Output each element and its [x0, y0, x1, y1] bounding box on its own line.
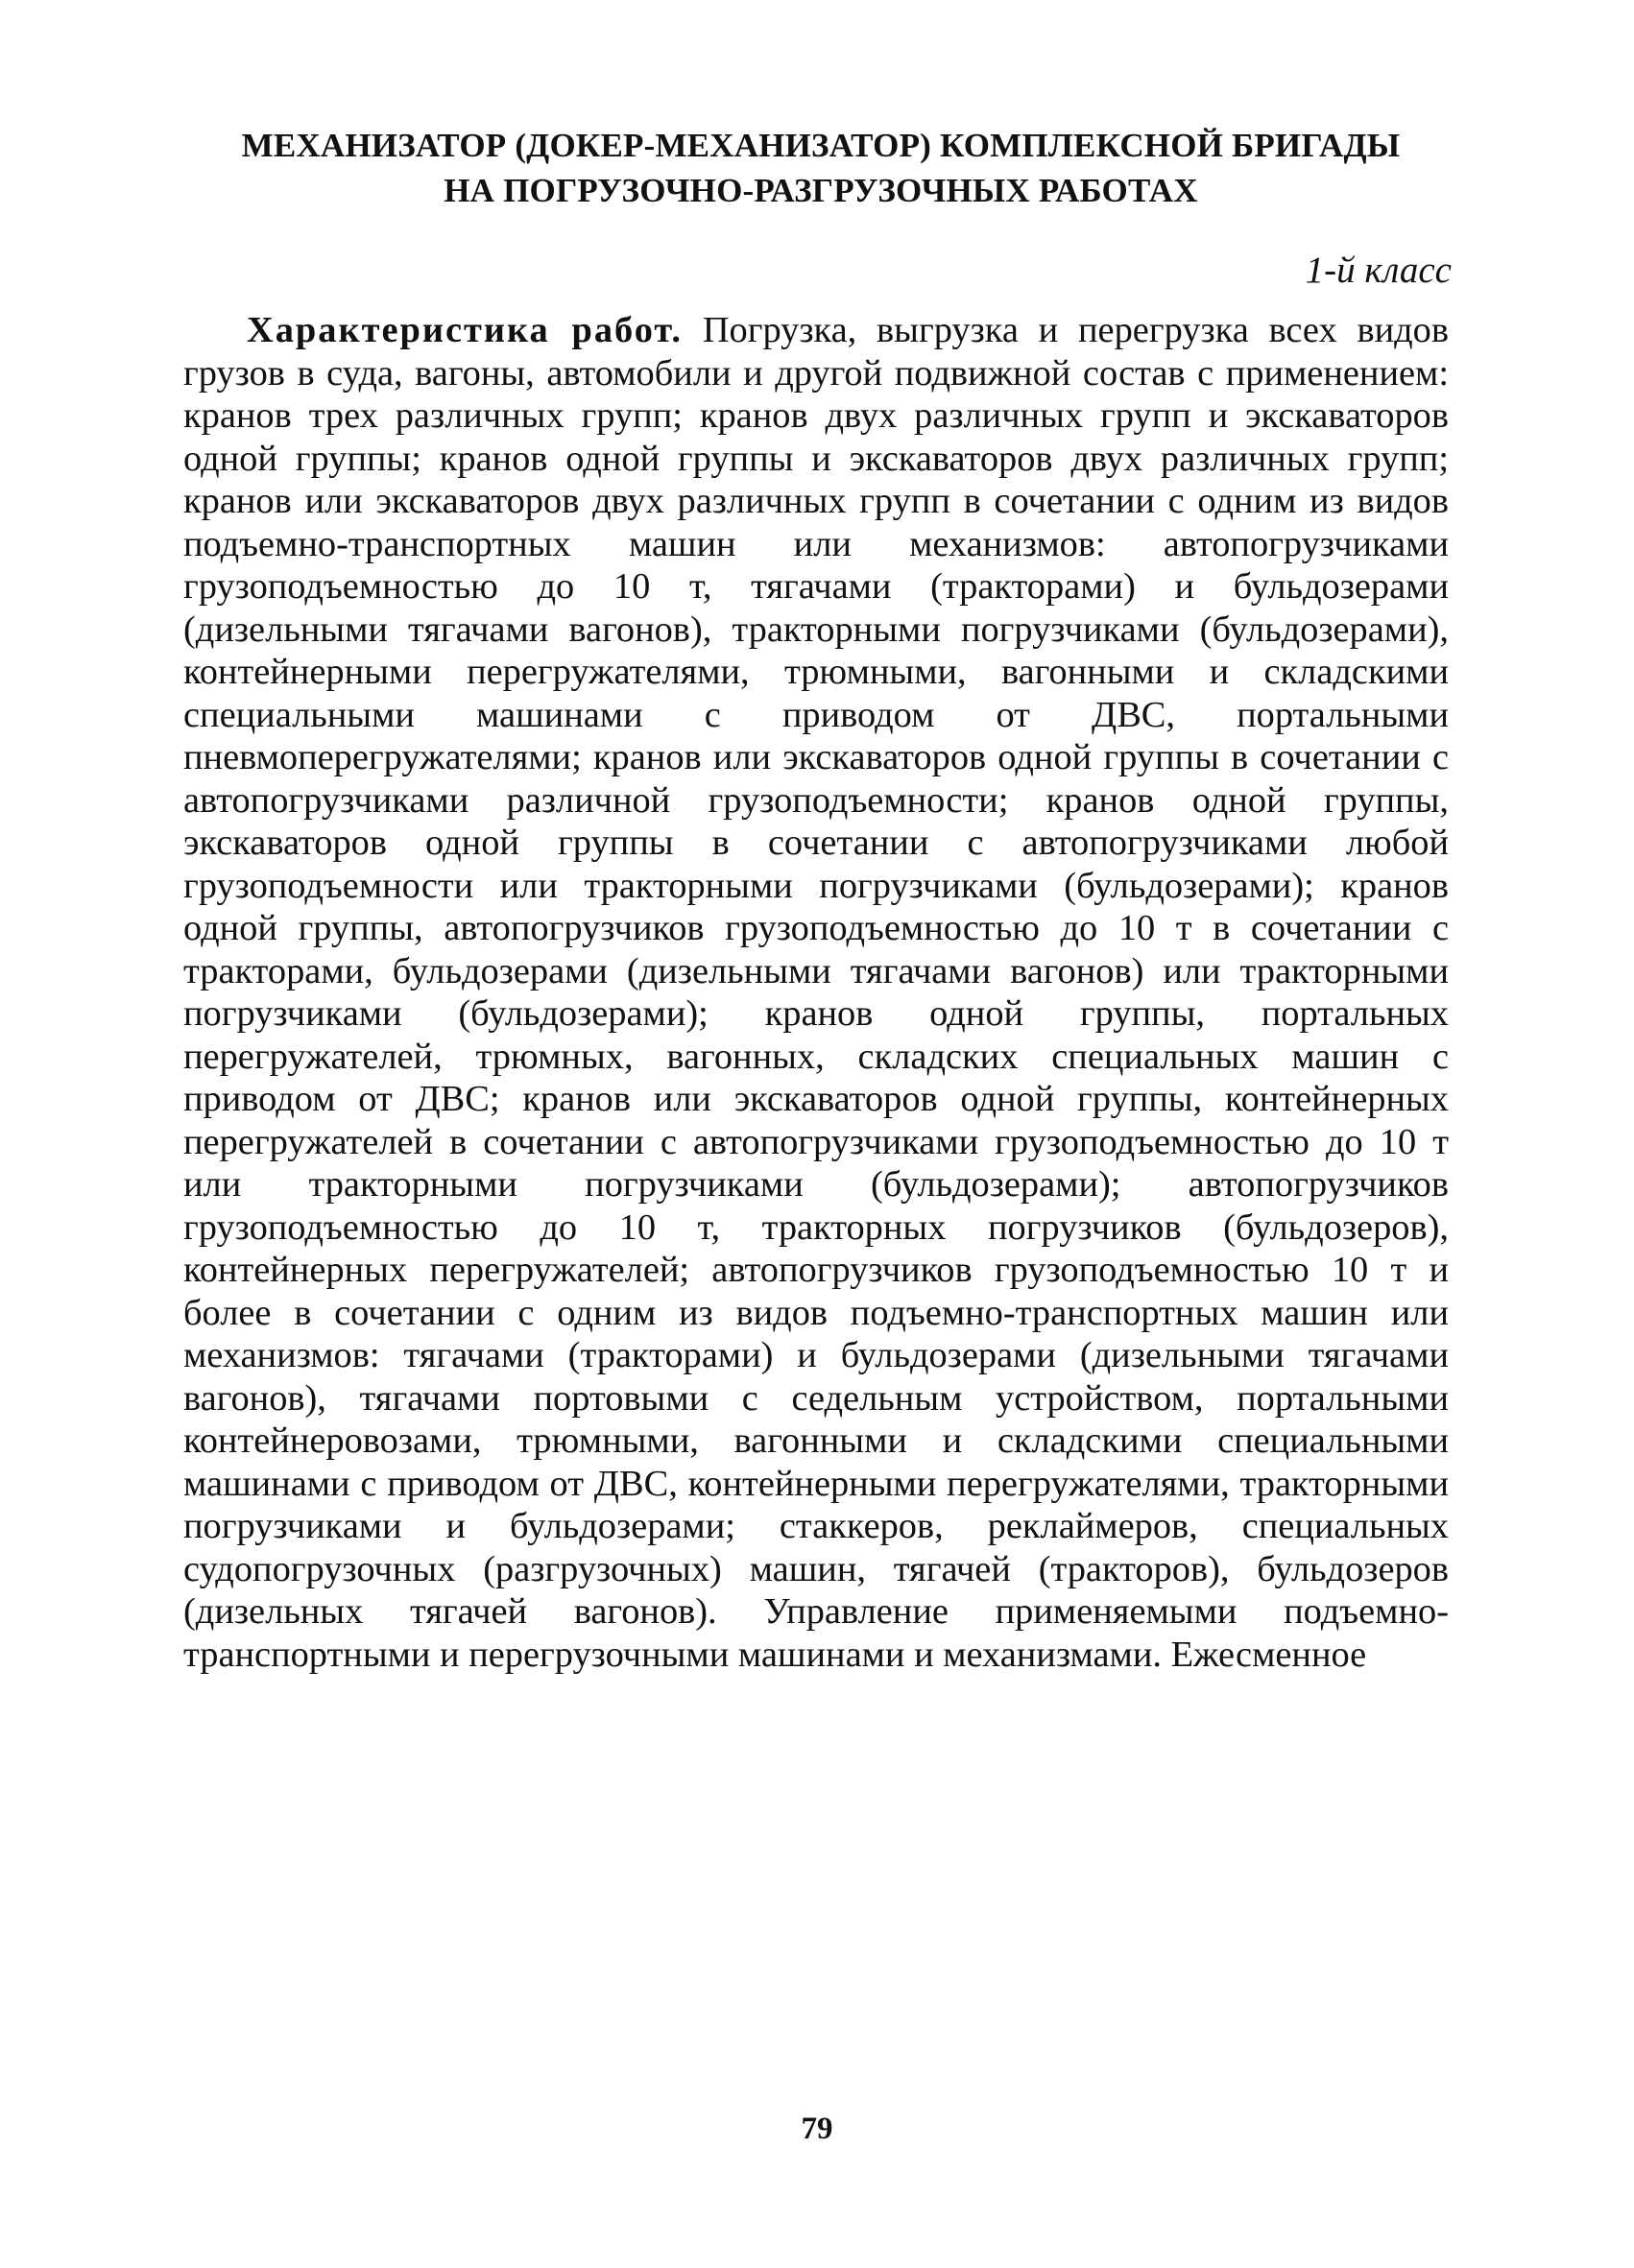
paragraph-text: Погрузка, выгрузка и перегрузка всех видов грузов в суда, вагоны, автомобили и другой подвижной состав с применением: кранов трех различных групп; кранов двух различных групп и экскаваторов одной группы; кранов одной группы и экскаваторов двух различных групп; кранов или экскаваторов двух различных групп в сочетании с одним из видов подъемно-транспортных машин или механизмов: автопогрузчиками грузоподъемностью до 10 т, тягачами (тракторами) и бульдозерами (дизельными тягачами вагонов), тракторными погрузчиками (бульдозерами), контейнерными перегружателями, трюмными, вагонными и складскими специальными машинами с приводом от ДВС, портальными пневмоперегружателями; кранов или экскаваторов одной группы в сочетании с автопогрузчиками различной грузоподъемности; кранов одной группы, экскаваторов одной группы в сочетании с автопогрузчиками любой грузоподъемности или тракторными погрузчиками (бульдозерами); кранов одной группы, автопогрузчиков грузоподъемностью до 10 т в сочетании с тракторaми, бульдозерами (дизельными тягачами вагонов) или тракторными погрузчиками (бульдозерами); кранов одной группы, портальных перегружателей, трюмных, вагонных, складских специальных машин с приводом от ДВС; кранов или экскаваторов одной группы, контейнерных перегружателей в сочетании с автопогрузчиками грузоподъемностью до 10 т или тракторными погрузчиками (бульдозерами); автопогрузчиков грузоподъемностью до 10 т, тракторных погрузчиков (бульдозеров), контейнерных перегружателей; автопогрузчиков грузоподъемностью 10 т и более в сочетании с одним из видов подъемно-транспортных машин или механизмов: тягачами (тракторами) и бульдозерами (дизельными тягачами вагонов), тягачами портовыми с седельным устройством, портальными контейнеровозами, трюмными, вагонными и складскими специальными машинами с приводом от ДВС, контейнерными перегружателями, тракторными погрузчиками и бульдозерами; стаккеров, реклаймеров, специальных судопогрузочных (разгрузочных) машин, тягачей (тракторов), бульдозеров (дизельных тягачей вагонов). Управление применяемыми подъемно-транспортными и перегрузочными машинами и механизмами. Ежесменное — [183, 310, 1449, 1675]
heading-line-1: МЕХАНИЗАТОР (ДОКЕР-МЕХАНИЗАТОР) КОМПЛЕКСНОЙ БРИГАДЫ — [241, 127, 1401, 164]
paragraph-run-in-heading: Характеристика работ. — [247, 310, 683, 350]
body-paragraph — [183, 309, 1449, 1676]
page-number: 79 — [801, 2112, 833, 2146]
section-heading — [182, 123, 1459, 213]
heading-line-2: НА ПОГРУЗОЧНО-РАЗГРУЗОЧНЫХ РАБОТАХ — [444, 172, 1198, 209]
class-label: 1-й класс — [1305, 250, 1452, 291]
